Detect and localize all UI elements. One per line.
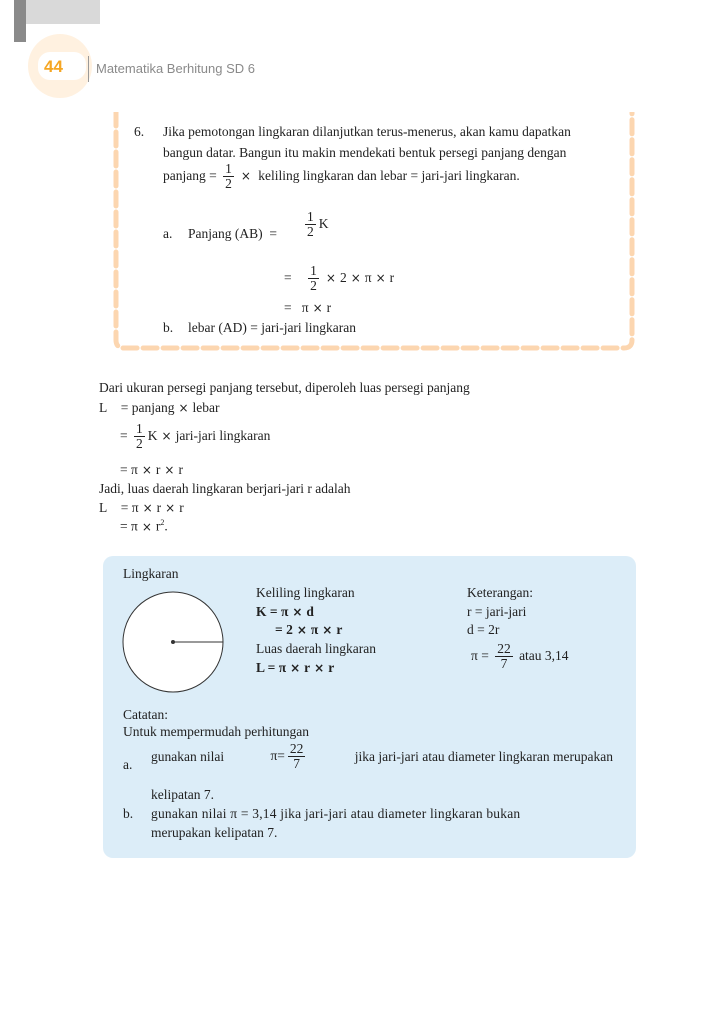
catatan-a-text: gunakan nilai π= $\frac{22}{7}$ jika jari-jari atau diameter lingkaran merupakan bbox=[151, 741, 613, 772]
times-icon: × bbox=[164, 463, 175, 477]
item-a-label: a. bbox=[163, 226, 173, 241]
half-fraction: $\frac{1}{2}$ bbox=[310, 263, 317, 294]
info-title: Lingkaran bbox=[123, 566, 179, 581]
circle-diagram bbox=[115, 584, 231, 696]
keterangan-title: Keterangan: bbox=[467, 585, 533, 600]
times-icon: × bbox=[325, 270, 336, 285]
luas-title: Luas daerah lingkaran bbox=[256, 641, 376, 656]
eq-a3: = π × r bbox=[284, 300, 332, 315]
times-icon: × bbox=[240, 168, 251, 183]
item-b-label: b. bbox=[163, 320, 174, 335]
half-fraction: $\frac{1}{2}$ bbox=[136, 421, 143, 452]
corner-decoration bbox=[0, 0, 100, 100]
times-icon: × bbox=[165, 501, 176, 515]
derivation-line-3: = $\frac{1}{2}$ K × jari-jari lingkaran bbox=[120, 421, 271, 452]
step-line-1: Jika pemotongan lingkaran dilanjutkan terus-menerus, akan kamu dapatkan bbox=[163, 124, 571, 139]
info-box bbox=[103, 556, 636, 858]
keliling-formula-2: = 2 × π × r bbox=[275, 622, 343, 637]
times-icon: × bbox=[141, 519, 152, 534]
times-icon: × bbox=[312, 301, 323, 315]
half-fraction: $\frac{1}{2}$ bbox=[307, 209, 314, 240]
item-a-text: Panjang (AB) = bbox=[188, 226, 277, 241]
r-definition: r = jari-jari bbox=[467, 604, 527, 619]
line3-prefix: panjang = bbox=[163, 167, 217, 183]
catatan-b-label: b. bbox=[123, 806, 134, 821]
times-icon: × bbox=[142, 501, 153, 515]
eq-a1: $\frac{1}{2}$ K bbox=[307, 209, 329, 240]
book-title: Matematika Berhitung SD 6 bbox=[96, 61, 255, 76]
times-icon: × bbox=[141, 463, 152, 477]
pi-fraction: $\frac{22}{7}$ bbox=[497, 641, 511, 672]
times-icon: × bbox=[314, 661, 325, 675]
pi-definition: π = $\frac{22}{7}$ atau 3,14 bbox=[471, 641, 569, 672]
step-number: 6. bbox=[134, 124, 145, 139]
item-b-text: lebar (AD) = jari-jari lingkaran bbox=[188, 320, 357, 335]
catatan-b-text: gunakan nilai π = 3,14 jika jari-jari atau diameter lingkaran bukan bbox=[151, 806, 521, 821]
d-definition: d = 2r bbox=[467, 622, 500, 637]
derivation-line-6: L = π × r × r bbox=[99, 500, 184, 515]
times-icon: × bbox=[322, 623, 333, 637]
derivation-line-7: = $\pi \times r^2$. bbox=[120, 518, 168, 534]
derivation-line-4: = π × r × r bbox=[120, 462, 183, 477]
times-icon: × bbox=[178, 401, 189, 415]
untuk-text: Untuk mempermudah perhitungan bbox=[123, 724, 309, 739]
derivation-line-2: L = panjang × lebar bbox=[99, 400, 220, 415]
page-number: 44 bbox=[44, 57, 63, 76]
header-divider bbox=[88, 56, 89, 82]
catatan-b-line2: merupakan kelipatan 7. bbox=[151, 825, 278, 840]
times-icon: × bbox=[350, 270, 361, 285]
half-fraction: $\frac{1}{2}$ bbox=[225, 161, 232, 192]
step-line-3 bbox=[163, 162, 520, 191]
line3-suffix: keliling lingkaran dan lebar = jari-jari lingkaran. bbox=[258, 167, 520, 183]
catatan-title: Catatan: bbox=[123, 707, 168, 722]
catatan-a-line2: kelipatan 7. bbox=[151, 787, 214, 802]
times-icon: × bbox=[292, 605, 303, 619]
luas-formula: L = π × r × r bbox=[256, 660, 335, 675]
eq-a2: = $\frac{1}{2}$ × 2 × π × r bbox=[284, 263, 395, 294]
catatan-a-label: a. bbox=[123, 757, 133, 772]
keliling-title: Keliling lingkaran bbox=[256, 585, 355, 600]
step-line-2: bangun datar. Bangun itu makin mendekati bentuk persegi panjang dengan bbox=[163, 145, 567, 160]
times-icon: × bbox=[296, 623, 307, 637]
times-icon: × bbox=[290, 661, 301, 675]
derivation-line-5: Jadi, luas daerah lingkaran berjari-jari r adalah bbox=[99, 481, 351, 496]
times-icon: × bbox=[375, 270, 386, 285]
derivation-line-1: Dari ukuran persegi panjang tersebut, diperoleh luas persegi panjang bbox=[99, 380, 470, 395]
keliling-formula-1: K = π × d bbox=[256, 604, 314, 619]
times-icon: × bbox=[161, 428, 172, 443]
pi-fraction: $\frac{22}{7}$ bbox=[289, 741, 304, 772]
